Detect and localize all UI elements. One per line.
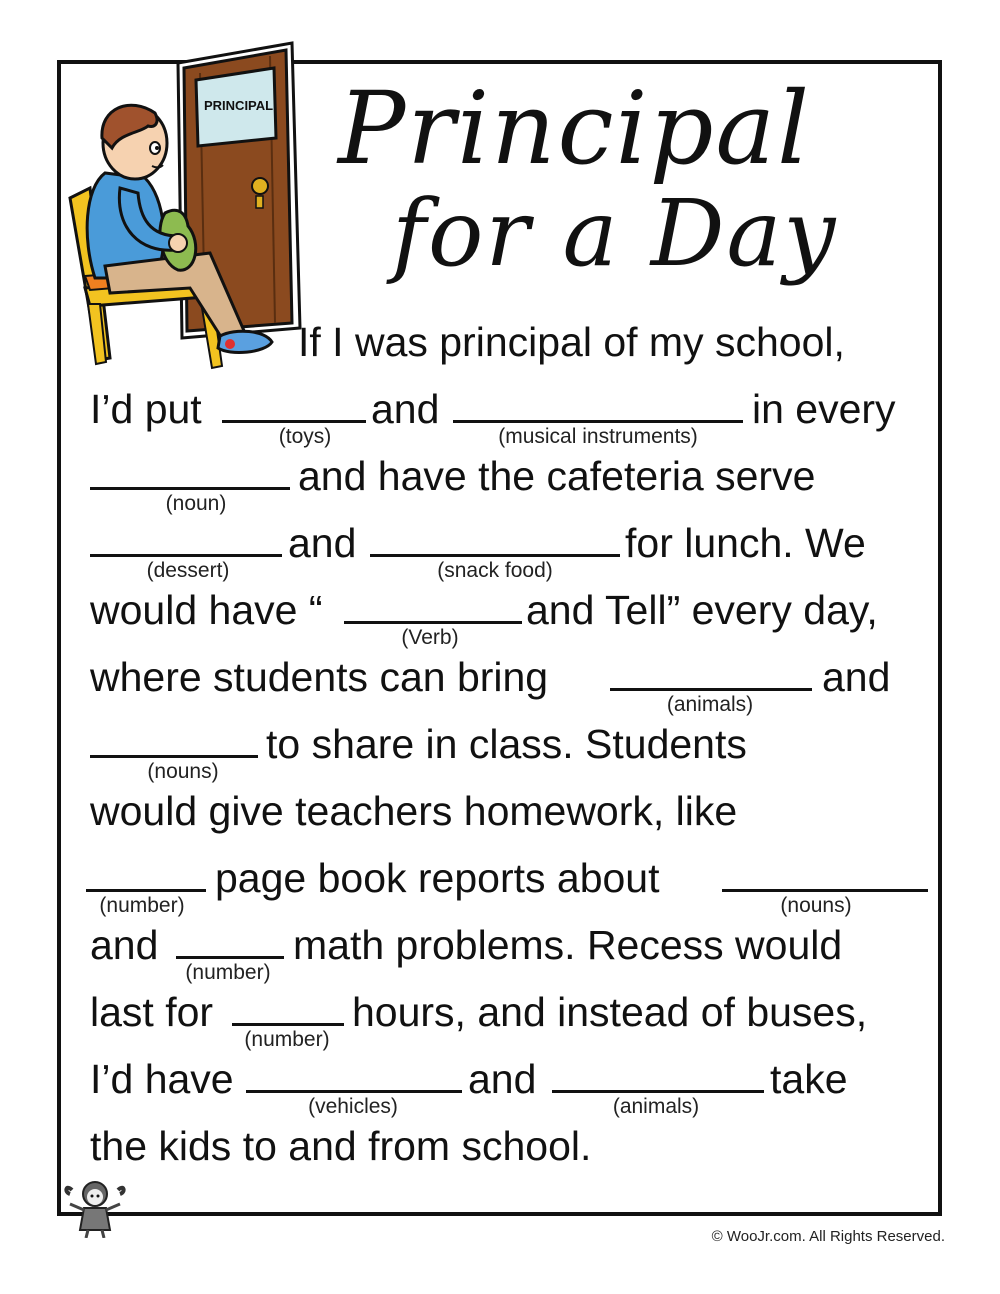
- hint-dessert: (dessert): [146, 559, 230, 582]
- hint-toys: (toys): [278, 425, 332, 448]
- story-line-3a: and have the cafeteria serve: [298, 453, 816, 499]
- story-line-8: would give teachers homework, like: [90, 788, 738, 834]
- story-line-11a: last for: [90, 989, 214, 1035]
- story-line-7a: to share in class. Students: [266, 721, 747, 767]
- blank-number-1[interactable]: [86, 889, 206, 892]
- hint-nouns-2: (nouns): [780, 894, 852, 917]
- story-line-1: If I was principal of my school,: [298, 319, 845, 365]
- story-line-12b: and: [468, 1056, 537, 1102]
- hint-nouns-1: (nouns): [147, 760, 219, 783]
- hint-musical-instruments: (musical instruments): [498, 425, 698, 448]
- hint-snack-food: (snack food): [437, 559, 553, 582]
- story-line-13: the kids to and from school.: [90, 1123, 592, 1169]
- hint-animals-2: (animals): [612, 1095, 700, 1118]
- mascot-girl-icon: [64, 1178, 126, 1238]
- blank-nouns-2[interactable]: [722, 889, 928, 892]
- story-line-10a: and: [90, 922, 159, 968]
- story-line-12c: take: [770, 1056, 848, 1102]
- blank-number-3[interactable]: [232, 1023, 344, 1026]
- hint-number-2: (number): [185, 961, 271, 984]
- hint-number-3: (number): [244, 1028, 330, 1051]
- blank-toys[interactable]: [222, 420, 366, 423]
- story-line-4b: for lunch. We: [625, 520, 866, 566]
- story-line-2c: in every: [752, 386, 896, 432]
- story-line-5b: and Tell” every day,: [526, 587, 878, 633]
- story-line-2a: I’d put: [90, 386, 202, 432]
- story-line-6b: and: [822, 654, 891, 700]
- story-line-2b: and: [371, 386, 440, 432]
- blank-musical-instruments[interactable]: [453, 420, 743, 423]
- hint-animals-1: (animals): [666, 693, 754, 716]
- blank-vehicles[interactable]: [246, 1090, 462, 1093]
- story-line-11b: hours, and instead of buses,: [352, 989, 868, 1035]
- blank-dessert[interactable]: [90, 554, 282, 557]
- blank-animals-1[interactable]: [610, 688, 812, 691]
- story-line-10b: math problems. Recess would: [293, 922, 843, 968]
- hint-number-1: (number): [99, 894, 185, 917]
- story-line-5a: would have “: [90, 587, 323, 633]
- title-line-2: for a Day: [392, 180, 838, 287]
- blank-number-2[interactable]: [176, 956, 284, 959]
- story-line-6a: where students can bring: [90, 654, 549, 700]
- blank-noun[interactable]: [90, 487, 290, 490]
- blank-verb[interactable]: [344, 621, 522, 624]
- blank-snack-food[interactable]: [370, 554, 620, 557]
- hint-vehicles: (vehicles): [308, 1095, 398, 1118]
- hint-verb: (Verb): [401, 626, 459, 649]
- title-line-1: Principal: [338, 70, 812, 187]
- blank-animals-2[interactable]: [552, 1090, 764, 1093]
- blank-nouns-1[interactable]: [90, 755, 258, 758]
- copyright-notice: © WooJr.com. All Rights Reserved.: [711, 1228, 945, 1245]
- door-sign-text: PRINCIPAL: [204, 98, 274, 113]
- story-line-12a: I’d have: [90, 1056, 234, 1102]
- boy-at-principal-door-illustration: [60, 38, 320, 378]
- story-line-4a: and: [288, 520, 357, 566]
- hint-noun: (noun): [165, 492, 227, 515]
- story-line-9a: page book reports about: [215, 855, 660, 901]
